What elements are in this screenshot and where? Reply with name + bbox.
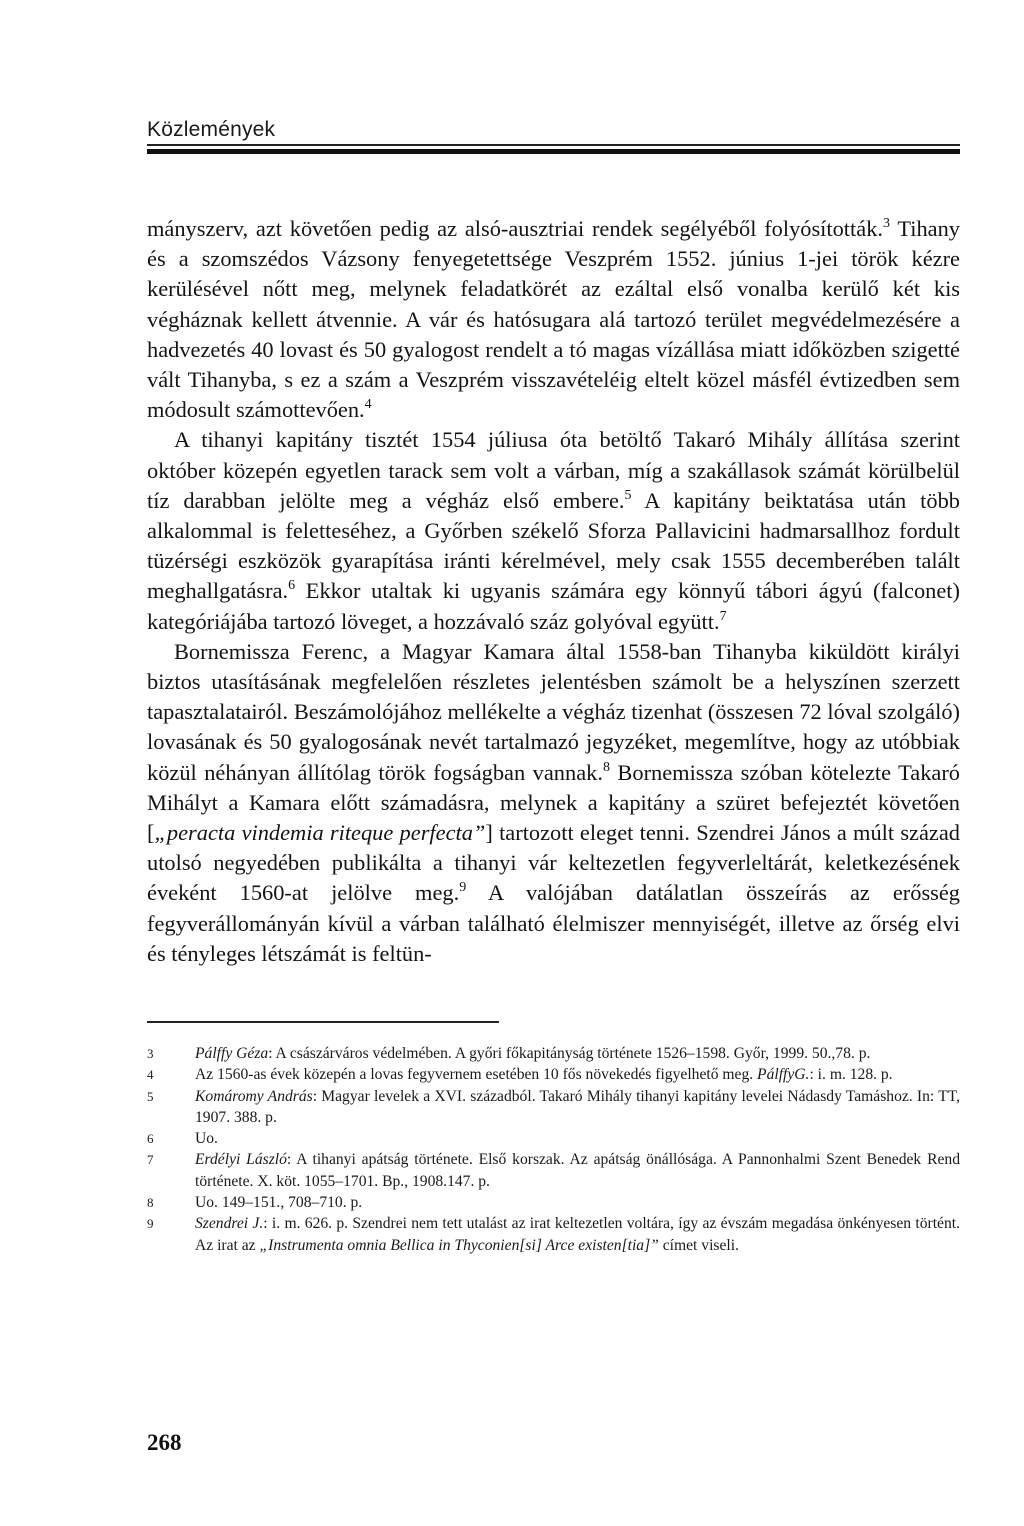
paragraph-text: A valójában datálatlan összeírás az erősség fegyverállományán kívül a várban található élelmiszer mennyiségét, illetve az őrség elvi és tényleges létszámát is feltün- (147, 880, 961, 966)
footnote-rule (147, 1021, 499, 1023)
header-rule-thick (147, 149, 960, 154)
footnote-number: 5 (147, 1088, 154, 1104)
footnote-text: : i. m. 128. p. (809, 1066, 893, 1084)
footnote-text: : i. m. 626. p. Szendrei nem tett utalást az irat keltezetlen voltára, így az évszám megadása önkényesen történt. Az irat az (195, 1215, 961, 1254)
footnote (147, 1086, 960, 1129)
paragraph-1 (147, 214, 960, 425)
footnote-text: címet viseli. (658, 1236, 739, 1254)
footnote-ref: 6 (288, 578, 296, 594)
footnote-text: : Magyar levelek a XVI. századból. Takaró Mihály tihanyi kapitány levelei Nádasdy Tamáshoz. In: TT, 1907. 388. p. (195, 1087, 960, 1126)
paragraph-3 (147, 637, 960, 969)
paragraph-text: Ekkor utaltak ki ugyanis számára egy könnyű tábori ágyú (falconet) kategóriájába tartozó löveget, a hozzávaló száz golyóval együtt. (147, 578, 960, 634)
paragraph-text: Bornemissza szóban kötelezte Takaró Mihályt a Kamara előtt számadásra, melynek a kapitány a szüret befejeztét követően [ (147, 759, 960, 846)
footnote-quote: „Instrumenta omnia Bellica in Thyconien[si] Arce existen[tia]” (259, 1236, 659, 1254)
footnote-ref: 5 (624, 487, 632, 503)
footnote (147, 1128, 960, 1149)
footnote (147, 1192, 960, 1213)
footnote (147, 1064, 960, 1085)
paragraph-text: A kapitány beiktatása után több alkalommal is feletteséhez, a Győrben székelő Sforza Pallavicini hadmarsallhoz fordult tüzérségi eszközök gyarapítása iránti kérelmével, mely csak 1555 decemberében talált meghallgatásra. (147, 487, 960, 604)
footnote-number: 4 (147, 1067, 154, 1083)
footnote-author: Komáromy András (195, 1087, 313, 1105)
page-number: 268 (147, 1430, 182, 1455)
paragraph-text: Tihany és a szomszédos Vázsony fenyegetettsége Veszprém 1552. június 1-jei török kézre kerülésével nőtt meg, melynek feladatkörét az ezáltal első vonalba kerülő két kis végháznak kellett átvennie. A vár és hatósugara alá tartozó terület megvédelmezésére a hadvezetés 40 lovast és 50 gyalogost rendelt a tó magas vízállása miatt időközben szigetté vált Tihanyba, s ez a szám a Veszprém visszavételéig eltelt közel másfél évtizedben sem módosult számottevően. (147, 216, 960, 423)
footnote-ref: 4 (364, 397, 372, 413)
footnote-number: 8 (147, 1195, 154, 1211)
footnote (147, 1213, 960, 1256)
footnote-ref: 3 (882, 216, 890, 231)
footnote-number: 6 (147, 1131, 154, 1147)
footnotes (147, 1043, 960, 1256)
footnote-author: Pálffy Géza (195, 1045, 269, 1062)
running-head: Közlemények (147, 118, 276, 141)
paragraph-text: ] tartozott eleget tenni. Szendrei János a múlt század utolsó negyedében publikálta a tihanyi vár keltezetlen fegyverleltárát, keletkezésének éveként 1560-at jelölve meg. (147, 820, 960, 906)
header-rule-thin (147, 144, 960, 146)
paragraph-text: mányszerv, azt követően pedig az alsó-ausztriai rendek segélyéből folyósították. (147, 216, 883, 241)
footnote-author: Erdélyi László (195, 1151, 287, 1169)
footnote-number: 3 (147, 1046, 154, 1061)
footnote-text: Uo. 149–151., 708–710. p. (195, 1194, 363, 1212)
paragraph-text: Bornemissza Ferenc, a Magyar Kamara által 1558-ban Tihanyba kiküldött királyi biztos utasításának megfelelően részletes jelentésben számolt be a helyszínen szerzett tapasztalatairól. Beszámolójához mellékelte a végház tizenhat (összesen 72 lóval szolgáló) lovasának és 50 gyalogosának nevét tartalmazó jegyzéket, megemlítve, hogy az utóbbiak közül néhányan állítólag török fogságban vannak. (147, 638, 960, 785)
paragraph-2 (147, 425, 960, 636)
footnote-number: 7 (147, 1152, 154, 1168)
footnote-number: 9 (147, 1216, 154, 1232)
footnote-text: : A császárváros védelmében. A győri főkapitányság története 1526–1598. Győr, 1999. 50.,78. p. (268, 1045, 871, 1062)
footnote-author: PálffyG. (757, 1066, 810, 1084)
footnote-text: Uo. (195, 1130, 218, 1148)
body-text (147, 214, 960, 969)
footnote (147, 1149, 960, 1192)
footnote-text: : A tihanyi apátság története. Első korszak. Az apátság önállósága. A Pannonhalmi Szent Benedek Rend története. X. köt. 1055–1701. Bp., 1908.147. p. (195, 1151, 960, 1190)
footnote (147, 1043, 960, 1064)
footnote-author: Szendrei J. (195, 1215, 264, 1233)
footnote-text: Az 1560-as évek közepén a lovas fegyvernem esetében 10 fős növekedés figyelhető meg. (195, 1066, 758, 1084)
footnote-ref: 8 (602, 759, 610, 775)
footnote-ref: 7 (719, 608, 727, 624)
paragraph-text: A tihanyi kapitány tisztét 1554 júliusa óta betöltő Takaró Mihály állítása szerint október közepén egyetlen tarack sem volt a várban, míg a szakállasok számát körülbelül tíz darabban jelölte meg a végház első embere. (147, 427, 960, 513)
latin-quote: „peracta vindemia riteque perfecta” (154, 820, 486, 846)
footnote-ref: 9 (459, 880, 467, 896)
